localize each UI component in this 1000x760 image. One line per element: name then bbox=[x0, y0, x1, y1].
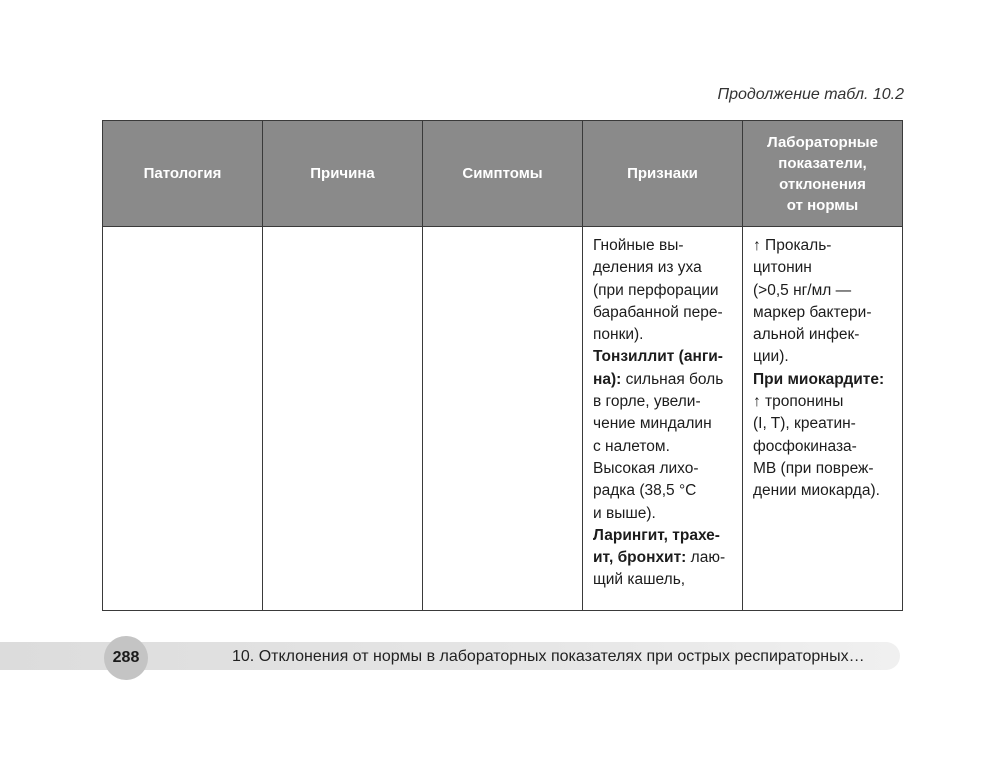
table-row bbox=[103, 227, 903, 611]
header-symptoms bbox=[423, 121, 583, 227]
text-segment: (при перфорации bbox=[593, 281, 719, 299]
text-segment: сильная боль bbox=[621, 370, 724, 388]
text-segment: маркер бактери- bbox=[753, 303, 872, 321]
cell-text-line bbox=[593, 302, 732, 324]
text-segment: деления из уха bbox=[593, 259, 702, 277]
cell-text-line bbox=[753, 324, 892, 346]
cell-text-line bbox=[593, 569, 732, 591]
cell-text-line bbox=[753, 302, 892, 324]
text-segment: (I, T), креатин- bbox=[753, 415, 856, 433]
cell-text-line bbox=[593, 480, 732, 502]
text-segment: и выше). bbox=[593, 504, 656, 522]
header-line: Патология bbox=[143, 165, 222, 182]
text-segment: альной инфек- bbox=[753, 326, 860, 344]
header-line: Симптомы bbox=[462, 165, 543, 182]
text-segment: Гнойные вы- bbox=[593, 237, 684, 254]
cell-text-line bbox=[593, 324, 732, 346]
cell-cause bbox=[263, 227, 423, 611]
header-line: показатели, bbox=[778, 154, 867, 172]
cell-text-line bbox=[593, 413, 732, 435]
table-continuation-label: Продолжение табл. 10.2 bbox=[717, 86, 904, 103]
cell-text-line bbox=[593, 458, 732, 480]
cell-text-line bbox=[593, 547, 732, 569]
text-segment: барабанной пере- bbox=[593, 303, 723, 321]
cell-text-line bbox=[753, 280, 892, 302]
cell-text-line bbox=[593, 436, 732, 458]
header-pathology bbox=[103, 121, 263, 227]
cell-text-line bbox=[593, 346, 732, 368]
bold-text-segment: ит, бронхит: bbox=[593, 549, 687, 567]
cell-text-line bbox=[753, 235, 892, 257]
bold-text-segment: на): bbox=[593, 370, 622, 388]
text-segment: ↑ Прокаль- bbox=[753, 237, 832, 254]
text-segment: Высокая лихо- bbox=[593, 459, 699, 477]
cell-text-line bbox=[593, 280, 732, 302]
header-line: Причина bbox=[310, 165, 375, 182]
page-number-badge: 288 bbox=[104, 636, 148, 680]
page-footer bbox=[0, 636, 905, 674]
cell-text-line bbox=[593, 391, 732, 413]
bold-text-segment: Ларингит, трахе- bbox=[593, 526, 720, 544]
cell-text-line bbox=[593, 503, 732, 525]
text-segment: МВ (при повреж- bbox=[753, 459, 874, 477]
cell-text-line bbox=[753, 480, 892, 502]
cell-text-line bbox=[593, 369, 732, 391]
cell-text-line bbox=[753, 436, 892, 458]
lab-table bbox=[102, 120, 903, 611]
text-segment: цитонин bbox=[753, 259, 812, 277]
text-segment: ции). bbox=[753, 348, 789, 366]
bold-text-segment: При миокардите: bbox=[753, 370, 885, 388]
running-title: 10. Отклонения от нормы в лабораторных показателях при острых респираторных… bbox=[232, 648, 865, 665]
cell-text-line bbox=[593, 257, 732, 279]
table-header-row bbox=[103, 121, 903, 227]
cell-text-line bbox=[753, 369, 892, 391]
header-cause bbox=[263, 121, 423, 227]
text-segment: щий кашель, bbox=[593, 571, 686, 589]
cell-text-line bbox=[753, 257, 892, 279]
text-segment: радка (38,5 °С bbox=[593, 482, 697, 500]
header-line: Лабораторные bbox=[767, 133, 878, 151]
cell-text-line bbox=[593, 235, 732, 257]
cell-pathology bbox=[103, 227, 263, 611]
cell-lab-indicators bbox=[743, 227, 903, 611]
text-segment: (>0,5 нг/мл — bbox=[753, 281, 852, 299]
header-line: отклонения bbox=[779, 175, 866, 193]
cell-symptoms bbox=[423, 227, 583, 611]
text-segment: дении миокарда). bbox=[753, 482, 880, 500]
header-line: Признаки bbox=[627, 165, 698, 182]
text-segment: лаю- bbox=[686, 549, 726, 567]
cell-text-line bbox=[753, 413, 892, 435]
cell-text-line bbox=[753, 346, 892, 368]
cell-text-line bbox=[593, 525, 732, 547]
cell-signs bbox=[583, 227, 743, 611]
text-segment: с налетом. bbox=[593, 437, 670, 455]
text-segment: ↑ тропонины bbox=[753, 393, 844, 411]
cell-text-line bbox=[753, 458, 892, 480]
header-line: от нормы bbox=[786, 196, 859, 214]
header-lab-indicators bbox=[743, 121, 903, 227]
header-signs bbox=[583, 121, 743, 227]
cell-text-line bbox=[753, 391, 892, 413]
text-segment: в горле, увели- bbox=[593, 393, 701, 411]
text-segment: понки). bbox=[593, 326, 644, 344]
bold-text-segment: Тонзиллит (анги- bbox=[593, 348, 723, 366]
text-segment: фосфокиназа- bbox=[753, 437, 857, 455]
text-segment: чение миндалин bbox=[593, 415, 712, 433]
